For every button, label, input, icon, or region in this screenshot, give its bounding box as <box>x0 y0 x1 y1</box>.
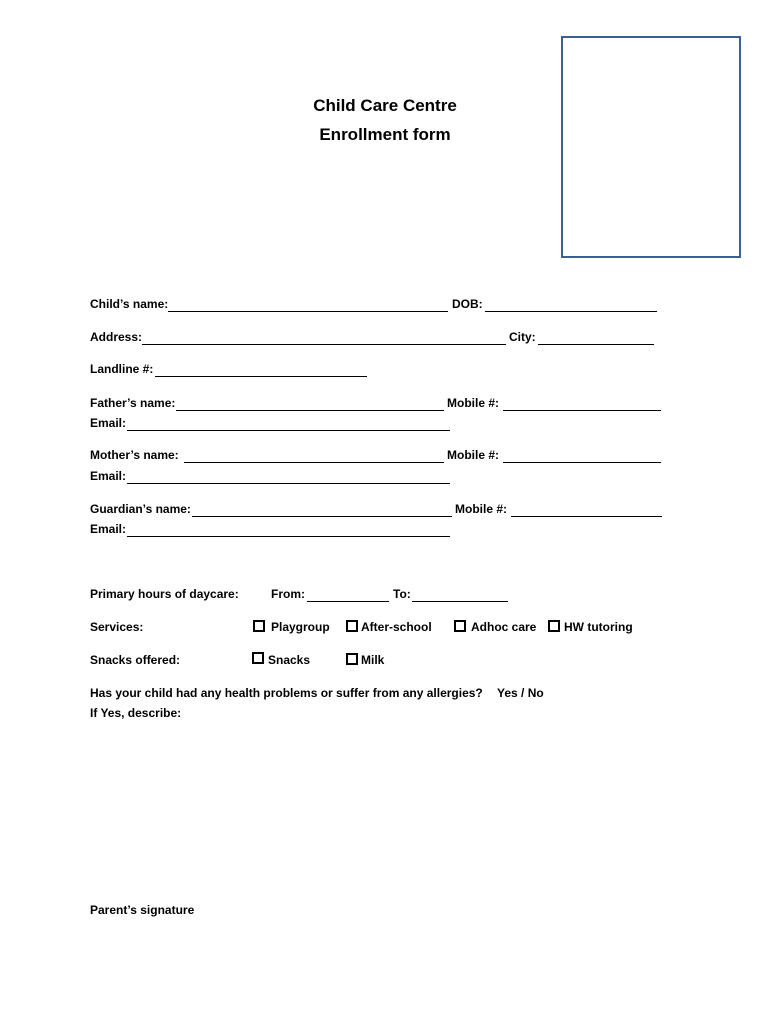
service-hw-tutoring-label: HW tutoring <box>564 620 633 634</box>
service-hw-tutoring-checkbox[interactable] <box>548 620 560 632</box>
hours-label: Primary hours of daycare: <box>90 587 239 601</box>
child-name-label: Child’s name: <box>90 297 169 311</box>
service-after-school-label: After-school <box>361 620 432 634</box>
hours-to-field[interactable] <box>412 601 508 602</box>
dob-field[interactable] <box>485 311 657 312</box>
snacks-checkbox[interactable] <box>252 652 264 664</box>
mother-name-field[interactable] <box>184 462 444 463</box>
health-yes-no[interactable]: Yes / No <box>497 686 544 700</box>
mother-email-label: Email: <box>90 469 127 483</box>
mother-mobile-label: Mobile #: <box>447 448 500 462</box>
guardian-mobile-label: Mobile #: <box>455 502 508 516</box>
father-mobile-label: Mobile #: <box>447 396 500 410</box>
health-describe-label: If Yes, describe: <box>90 706 182 720</box>
parent-signature-label: Parent’s signature <box>90 903 195 917</box>
service-after-school-checkbox[interactable] <box>346 620 358 632</box>
hours-from-field[interactable] <box>307 601 389 602</box>
dob-label: DOB: <box>452 297 483 311</box>
father-email-label: Email: <box>90 416 127 430</box>
landline-label: Landline #: <box>90 362 154 376</box>
snacks-label: Snacks offered: <box>90 653 181 667</box>
father-name-field[interactable] <box>176 410 444 411</box>
service-playgroup-label: Playgroup <box>271 620 330 634</box>
services-label: Services: <box>90 620 144 634</box>
mother-name-label: Mother’s name: <box>90 448 179 462</box>
hours-to-label: To: <box>393 587 411 601</box>
service-adhoc-care-checkbox[interactable] <box>454 620 466 632</box>
mother-email-field[interactable] <box>127 483 450 484</box>
guardian-email-field[interactable] <box>127 536 450 537</box>
snacks-option-label: Snacks <box>268 653 311 667</box>
hours-from-label: From: <box>271 587 305 601</box>
mother-mobile-field[interactable] <box>503 462 661 463</box>
landline-field[interactable] <box>155 376 367 377</box>
guardian-mobile-field[interactable] <box>511 516 662 517</box>
photo-box <box>561 36 741 258</box>
child-name-field[interactable] <box>168 311 448 312</box>
address-label: Address: <box>90 330 143 344</box>
milk-checkbox[interactable] <box>346 653 358 665</box>
guardian-name-field[interactable] <box>192 516 452 517</box>
father-email-field[interactable] <box>127 430 450 431</box>
guardian-email-label: Email: <box>90 522 127 536</box>
guardian-name-label: Guardian’s name: <box>90 502 191 516</box>
father-name-label: Father’s name: <box>90 396 176 410</box>
form-subtitle: Enrollment form <box>319 125 451 144</box>
health-question: Has your child had any health problems or suffer from any allergies? <box>90 686 483 700</box>
city-label: City: <box>509 330 536 344</box>
city-field[interactable] <box>538 344 654 345</box>
form-title: Child Care Centre <box>313 96 457 115</box>
milk-option-label: Milk <box>361 653 385 667</box>
service-playgroup-checkbox[interactable] <box>253 620 265 632</box>
service-adhoc-care-label: Adhoc care <box>471 620 537 634</box>
address-field[interactable] <box>142 344 506 345</box>
father-mobile-field[interactable] <box>503 410 661 411</box>
